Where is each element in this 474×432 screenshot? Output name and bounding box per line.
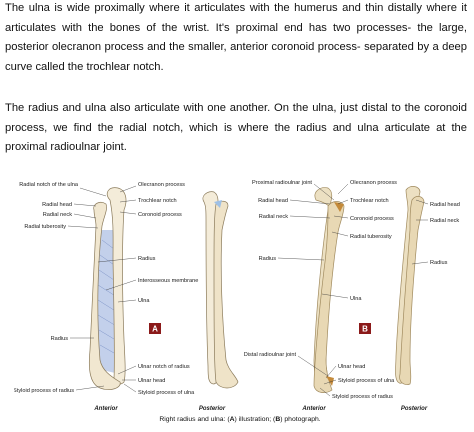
label-anterior-b: Anterior	[302, 406, 326, 412]
badge-b-label: B	[362, 324, 368, 334]
caption-prefix: Right radius and ulna: (	[159, 416, 230, 423]
label-b-radius-mid: Radius	[258, 256, 276, 262]
label-ulna: Ulna	[138, 298, 150, 304]
label-radial-notch: Radial notch of the ulna	[19, 182, 78, 188]
label-b-coronoid: Coronoid process	[350, 216, 394, 222]
forearm-bones-figure	[14, 170, 466, 432]
caption-a: A	[229, 416, 235, 423]
label-trochlear-notch: Trochlear notch	[138, 198, 177, 204]
panel-b-photograph	[244, 180, 460, 412]
label-b-radial-tuberosity: Radial tuberosity	[350, 234, 392, 240]
label-radius-left: Radius	[50, 336, 68, 342]
label-b-radius-right: Radius	[430, 260, 448, 266]
label-radius-mid: Radius	[138, 256, 156, 262]
label-posterior-b: Posterior	[400, 406, 428, 412]
caption-suffix: ) photograph.	[280, 416, 321, 423]
label-b-proximal-joint: Proximal radioulnar joint	[251, 180, 312, 186]
label-radial-head: Radial head	[42, 202, 72, 208]
label-olecranon: Olecranon process	[138, 182, 185, 188]
figure-caption	[14, 416, 466, 423]
label-b-olecranon: Olecranon process	[350, 180, 397, 186]
label-b-trochlear-notch: Trochlear notch	[350, 198, 389, 204]
figure-svg	[14, 170, 466, 416]
label-b-radial-neck-right: Radial neck	[430, 218, 460, 224]
label-b-distal-joint: Distal radioulnar joint	[243, 352, 296, 358]
caption-mid: ) illustration; (	[234, 416, 276, 423]
label-b-ulnar-head: Ulnar head	[338, 364, 366, 370]
label-b-ulna: Ulna	[350, 296, 362, 302]
posterior-radius	[214, 201, 238, 388]
paragraph-radius-ulna: The radius and ulna also articulate with one another. On the ulna, just distal to the coronoid process, we find the radial notch, which is where the radius and ulna articulate at the proximal radioulnar joint.	[5, 102, 467, 153]
caption-b: B	[275, 416, 281, 423]
label-ulnar-notch: Ulnar notch of radius	[138, 364, 190, 370]
label-b-radial-neck: Radial neck	[258, 214, 288, 220]
label-coronoid: Coronoid process	[138, 212, 182, 218]
label-anterior-a: Anterior	[94, 406, 118, 412]
panel-a-illustration	[14, 182, 238, 412]
label-styloid-ulna: Styloid process of ulna	[138, 390, 195, 396]
label-styloid-radius: Styloid process of radius	[14, 388, 74, 394]
label-b-styloid-ulna: Styloid process of ulna	[338, 378, 395, 384]
label-b-styloid-radius: Styloid process of radius	[332, 394, 393, 400]
label-ulnar-head: Ulnar head	[138, 378, 166, 384]
label-b-radial-head-right: Radial head	[430, 202, 460, 208]
paragraph-ulna: The ulna is wide proximally where it articulates with the humerus and thin distally where it articulates with the bones of the wrist. It's proximal end has two processes- the large, posterior olecranon process and the smaller, anterior coronoid process- separated by a deep curve called the trochlear notch.	[5, 2, 467, 73]
label-b-radial-head: Radial head	[258, 198, 288, 204]
label-radial-tuberosity: Radial tuberosity	[24, 224, 66, 230]
label-radial-neck: Radial neck	[42, 212, 72, 218]
label-posterior-a: Posterior	[198, 406, 226, 412]
badge-a-label: A	[152, 324, 158, 334]
label-interosseous: Interosseous membrane	[138, 278, 199, 284]
